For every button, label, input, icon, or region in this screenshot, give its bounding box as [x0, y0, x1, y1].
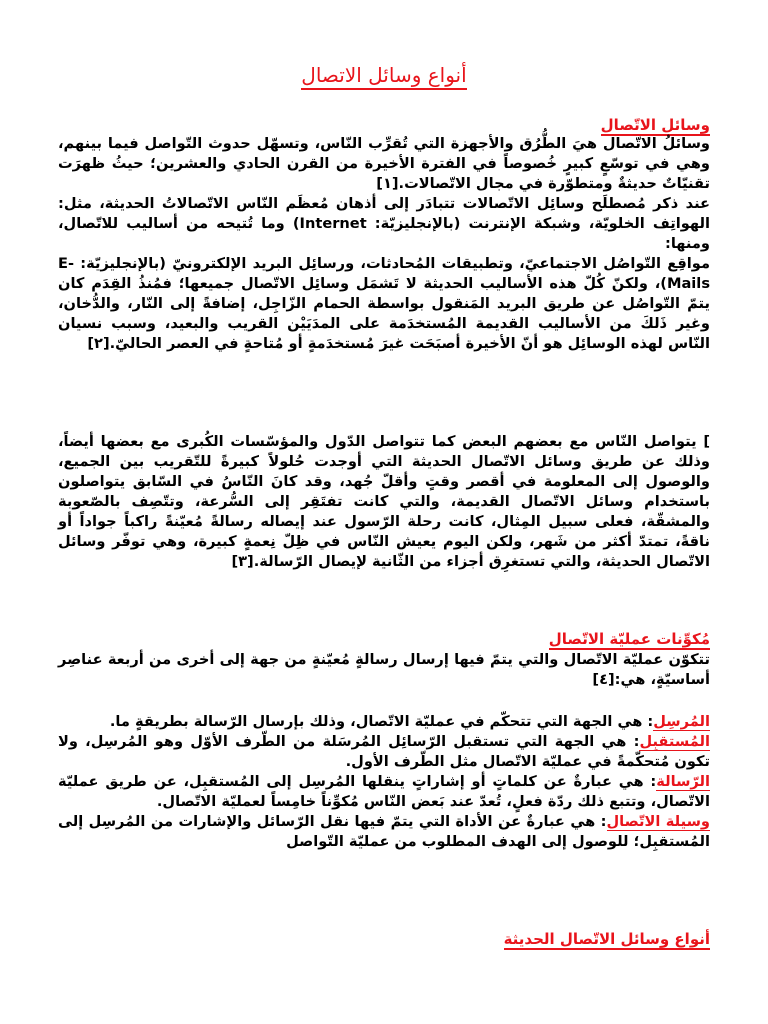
components-list: [58, 712, 710, 852]
list-item: المُستقبِل: هي الجهة التي تستقبل الرّسائِل المُرسَلة من الطّرف الأوّل وهو المُرسِل، ولا تكون مُتحكّمةً في عمليّة الاتّصال مثل الطّرف الأول.: [58, 733, 710, 770]
list-item: المُرسِل: هي الجهة التي تتحكّم في عمليّة الاتّصال، وذلك بإرسال الرّسالة بطريقةٍ ما.: [109, 713, 710, 730]
term-receiver: المُستقبِل: [639, 733, 710, 750]
page-title: [58, 62, 710, 88]
paragraph: وسائلُ الاتّصال هيَ الطُّرُق والأجهزة التي تُقرِّب النّاس، وتسهّل حدوث التّواصل فيما بينهم، وهي في توسّعٍ كبيرٍ خُصوصاً في الفترة الأخيرة من القرن الحادي والعشرين؛ حيثُ ظهرَت تقنيّاتٌ حديثةٌ ومتطوّرة في مجال الاتّصالات.[١]: [58, 135, 710, 192]
paragraph: عند ذكر مُصطلَح وسائِل الاتّصالات تتبادَر إلى أذهان مُعظَم النّاس الاتّصالاتُ الحديثة، مثل: الهواتِف الخلويّة، وشبكة الإنترنت (بالإنجليزيّة: Internet) وما تُتيحه من أساليب للاتّصال، ومنها:: [58, 195, 710, 252]
term-sender: المُرسِل: [653, 713, 710, 730]
list-item: الرّسالة: هي عبارةٌ عن كلماتٍ أو إشاراتٍ ينقلها المُرسِل إلى المُستقبِل، عن طريق عمليّة الاتّصال، وتتبع ذلك ردّة فعلٍ، تُعدّ عند بَعض النّاس مُكوِّناً خامِساً لعمليّة الاتّصال.: [58, 773, 710, 810]
paragraph: مواقِع التّواصُل الاجتماعيّ، وتطبيقات المُحادثات، ورسائِل البريد الإلكترونيّ (بالإنجليزيّة: E-Mails)، ولكنّ كُلّ هذه الأساليب الحديثة لا تَشمَل وسائِل الاتّصال جميعها؛ فمُنذُ القِدَم كان يتمّ التّواصُل عن طريق البريد المَنقول بواسطة الحمام الزّاجِل، إضافةً إلى النّار، والدُّخان، وغير ذَلكَ من الأساليب القديمة المُستخدَمة على المدَيَيْن القريب والبعيد، وسبب نسيان النّاس لهذه الوسائِل هو أنّ الأخيرة أصبَحَت غيرَ مُستخدَمةٍ أو مُتاحةٍ في العصر الحاليّ.[٢]: [58, 255, 710, 352]
page-title-text: أنواع وسائل الاتصال: [301, 63, 466, 90]
section-heading-communication-means: وسائل الاتّصال: [600, 116, 710, 134]
section-heading-modern-means: أنواع وسائل الاتّصال الحديثة: [503, 930, 710, 948]
term-message: الرّسالة: [656, 773, 710, 790]
list-item: وسيلة الاتّصال: هي عبارةٌ عن الأداة التي يتمّ فيها نقل الرّسائل والإشارات من المُرسِل إلى المُستقبِل؛ للوصول إلى الهدف المطلوب من عمليّة التّواصل: [58, 813, 710, 850]
section-body-communication-means: [58, 134, 710, 354]
components-intro: تتكوّن عمليّة الاتّصال والتي يتمّ فيها إرسال رسالةٍ مُعيّنةٍ من جهة إلى أخرى من أربعة عناصِر أساسيّةٍ، هي:[٤]: [58, 651, 710, 688]
document-page: [58, 0, 710, 1024]
section-heading-communication-components: مُكوِّنات عمليّة الاتّصال: [548, 630, 710, 648]
term-medium: وسيلة الاتّصال: [606, 813, 710, 830]
paragraph-modern-communication: ] يتواصل النّاس مع بعضهم البعض كما تتواصل الدّول والمؤسّسات الكُبرى مع بعضها أيضاً، وذلك عن طريق وسائل الاتّصال الحديثة التي أوجدت حُلولاً كبيرةً للتّقريب بين الجميع، والوصول إلى المعلومة في أقصر وقتٍ وأقلّ جُهد، وقد كانَ النّاسُ في السّابق يتواصلون باستخدام وسائل الاتّصال القديمة، والتي كانت تفتَقِر إلى السُّرعة، وتتّصِف بالصّعوبة والمشقّة، فعلى سبيل المِثال، كانت رحلة الرّسول عند إيصاله رسالةً مُعيّنةً راكباً جواداً أو ناقةً، تمتدّ أكثر من شَهر، ولكن اليوم يعيش النّاس في ظِلّ نِعمةٍ كبيرة، وهي توفّر وسائل الاتّصال الحديثة، والتي تستغرِق أجزاء من الثّانية لإيصال الرّسالة.[٣]: [58, 433, 710, 570]
